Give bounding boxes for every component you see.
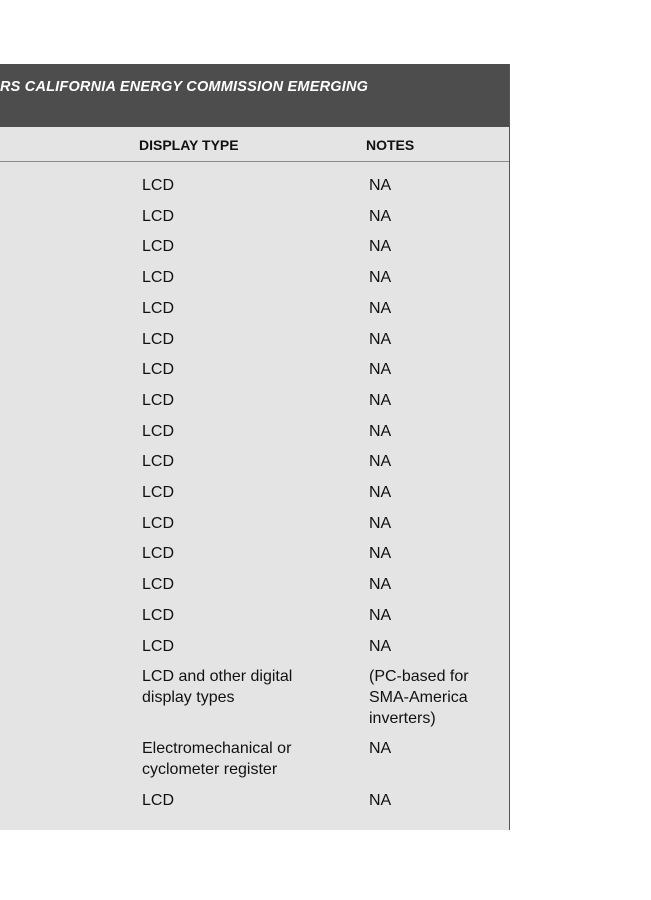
display-type-cell: LCD (142, 484, 175, 501)
notes-cell: NA (369, 792, 392, 809)
notes-cell: (PC-based for SMA-America inverters) (369, 668, 469, 727)
display-type-cell: LCD (142, 792, 175, 809)
display-type-cell: LCD and other digital display types (142, 668, 293, 706)
notes-cell: NA (369, 238, 392, 256)
column-header-notes: NOTES (366, 137, 415, 153)
notes-cell: NA (369, 269, 392, 287)
display-type-cell: LCD (142, 514, 175, 532)
notes-cell: NA (369, 361, 392, 379)
notes-cell: NA (369, 422, 392, 440)
table-header-row (0, 127, 509, 162)
notes-cell: NA (369, 391, 392, 409)
display-type-cell: LCD (142, 576, 175, 594)
display-type-cell: LCD (142, 299, 175, 317)
notes-cell: NA (369, 606, 392, 624)
notes-cell: NA (369, 576, 392, 594)
notes-cell: NA (369, 299, 392, 317)
display-type-cell: LCD (142, 545, 175, 563)
notes-cell: NA (369, 177, 392, 194)
display-type-cell: LCD (142, 207, 175, 225)
notes-cell: NA (369, 453, 392, 471)
table-title: RS CALIFORNIA ENERGY COMMISSION EMERGING (0, 79, 369, 95)
display-type-cell: LCD (142, 453, 175, 471)
notes-cell: NA (369, 545, 392, 563)
table-title-bar (0, 64, 509, 127)
display-type-cell: LCD (142, 422, 175, 440)
data-table (0, 64, 510, 830)
display-type-cell: Electromechanical or cyclometer register (142, 740, 292, 778)
display-type-cell: LCD (142, 177, 175, 194)
display-type-cell: LCD (142, 391, 175, 409)
display-type-cell: LCD (142, 361, 175, 379)
notes-cell: NA (369, 514, 392, 532)
notes-cell: NA (369, 330, 392, 348)
notes-cell: NA (369, 484, 392, 501)
notes-cell: NA (369, 637, 392, 655)
column-header-display-type: DISPLAY TYPE (139, 137, 239, 153)
notes-cell: NA (369, 207, 392, 225)
display-type-cell: LCD (142, 238, 175, 256)
display-type-cell: LCD (142, 637, 175, 655)
notes-cell: NA (369, 740, 392, 757)
display-type-cell: LCD (142, 330, 175, 348)
display-type-cell: LCD (142, 606, 175, 624)
display-type-cell: LCD (142, 269, 175, 287)
